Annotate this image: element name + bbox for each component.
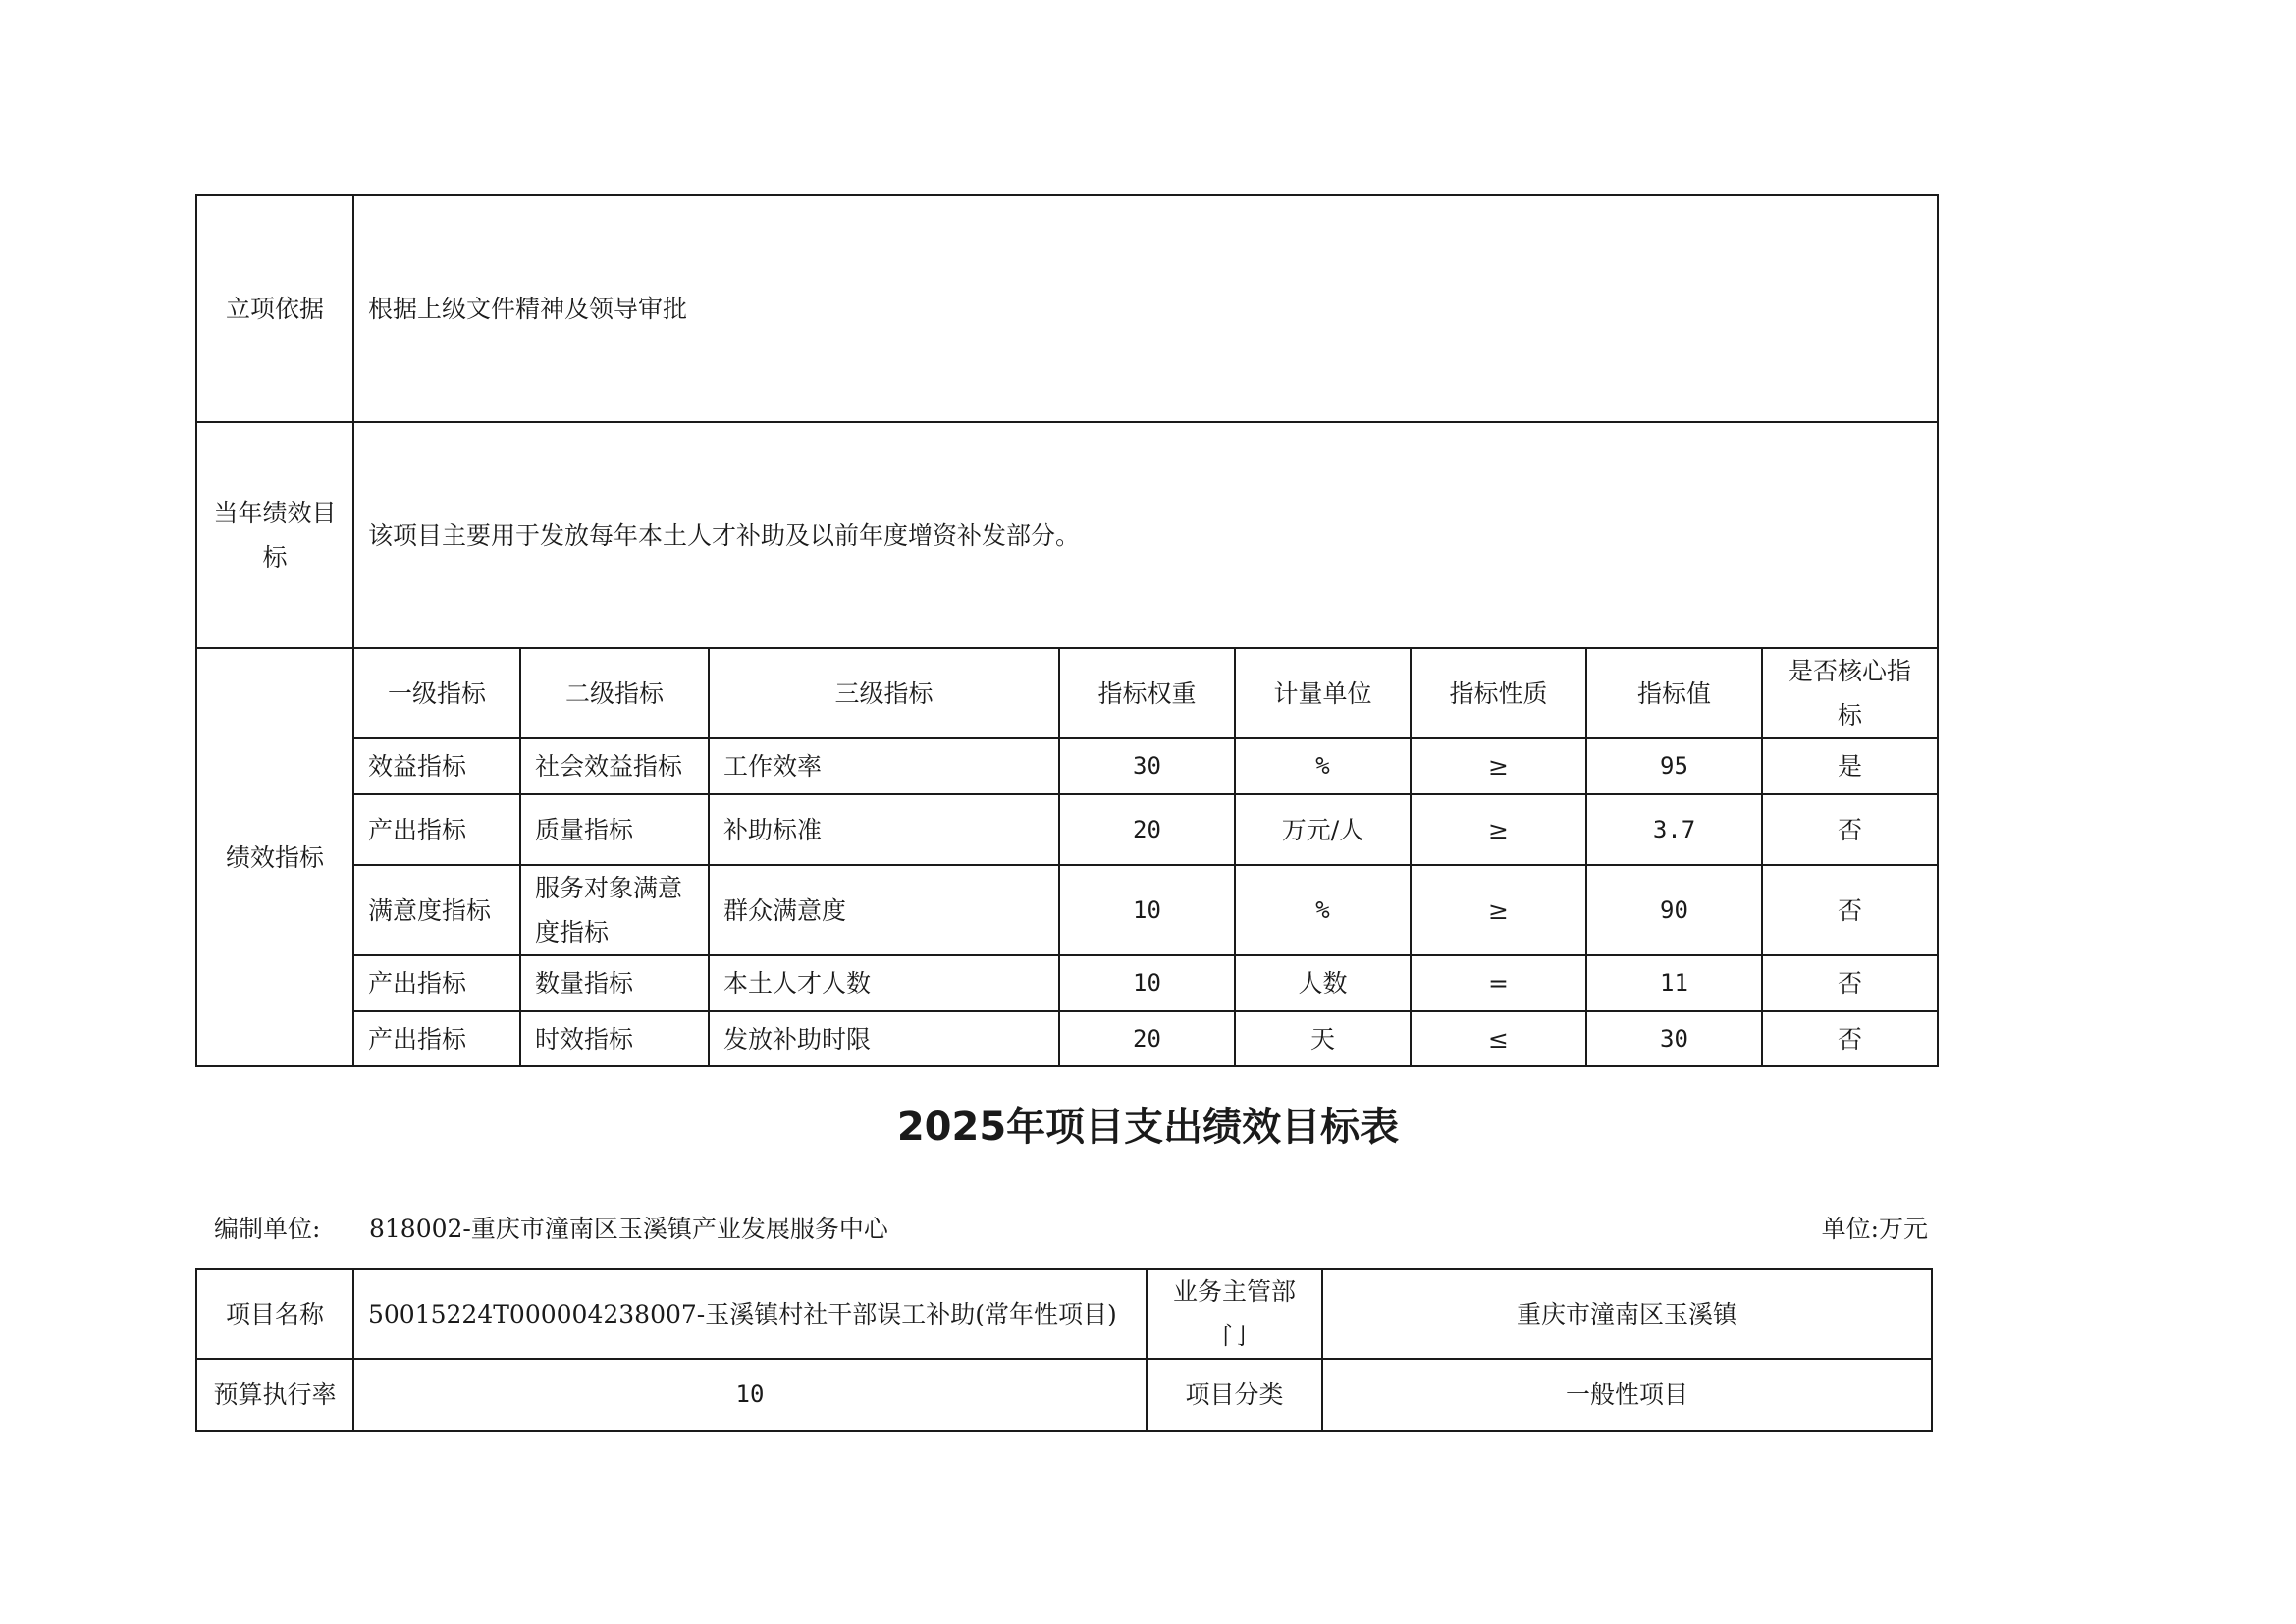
header-core: 是否核心指标 [1762,648,1938,738]
level2-cell: 时效指标 [520,1011,709,1066]
level2-cell: 数量指标 [520,955,709,1011]
header-weight: 指标权重 [1059,648,1235,738]
header-value: 指标值 [1586,648,1762,738]
level2-cell: 社会效益指标 [520,738,709,794]
unit-cell: 万元/人 [1235,794,1411,865]
level3-cell: 群众满意度 [709,865,1059,955]
level1-cell: 产出指标 [353,955,520,1011]
weight-cell: 10 [1059,865,1235,955]
indicator-header-row [196,648,1938,738]
header-level3: 三级指标 [709,648,1059,738]
table-row [196,1269,1932,1359]
nature-cell: = [1411,955,1586,1011]
value-cell: 11 [1586,955,1762,1011]
unit-cell: 人数 [1235,955,1411,1011]
money-unit-label: 单位:万元 [1821,1215,1928,1243]
project-category-value: 一般性项目 [1322,1359,1932,1431]
table-row [196,1011,1938,1066]
level2-cell: 服务对象满意度指标 [520,865,709,955]
core-cell: 否 [1762,794,1938,865]
page-title: 2025年项目支出绩效目标表 [896,1105,1400,1150]
basis-value: 根据上级文件精神及领导审批 [353,195,1938,422]
level1-cell: 效益指标 [353,738,520,794]
table-row [196,955,1938,1011]
value-cell: 3.7 [1586,794,1762,865]
annual-goal-value: 该项目主要用于发放每年本土人才补助及以前年度增资补发部分。 [353,422,1938,648]
level3-cell: 工作效率 [709,738,1059,794]
core-cell: 是 [1762,738,1938,794]
level3-cell: 发放补助时限 [709,1011,1059,1066]
project-name-value: 50015224T000004238007-玉溪镇村社干部误工补助(常年性项目) [353,1269,1147,1359]
value-cell: 90 [1586,865,1762,955]
annual-goal-label: 当年绩效目标 [196,422,353,648]
table-row [196,738,1938,794]
value-cell: 95 [1586,738,1762,794]
header-unit: 计量单位 [1235,648,1411,738]
weight-cell: 10 [1059,955,1235,1011]
level1-cell: 产出指标 [353,794,520,865]
level1-cell: 满意度指标 [353,865,520,955]
level1-cell: 产出指标 [353,1011,520,1066]
department-label: 业务主管部门 [1147,1269,1322,1359]
table-row [196,865,1938,955]
nature-cell: ≥ [1411,865,1586,955]
weight-cell: 20 [1059,1011,1235,1066]
header-level1: 一级指标 [353,648,520,738]
department-value: 重庆市潼南区玉溪镇 [1322,1269,1932,1359]
execution-rate-label: 预算执行率 [196,1359,353,1431]
value-cell: 30 [1586,1011,1762,1066]
table-row [196,794,1938,865]
core-cell: 否 [1762,955,1938,1011]
core-cell: 否 [1762,865,1938,955]
unit-cell: % [1235,865,1411,955]
basis-label: 立项依据 [196,195,353,422]
indicators-label: 绩效指标 [196,648,353,1066]
execution-rate-value: 10 [353,1359,1147,1431]
weight-cell: 30 [1059,738,1235,794]
core-cell: 否 [1762,1011,1938,1066]
project-detail-table [195,1268,1933,1432]
weight-cell: 20 [1059,794,1235,865]
nature-cell: ≤ [1411,1011,1586,1066]
nature-cell: ≥ [1411,794,1586,865]
performance-table [195,194,1939,1067]
level3-cell: 补助标准 [709,794,1059,865]
project-category-label: 项目分类 [1147,1359,1322,1431]
compile-unit-label: 编制单位: [214,1215,321,1243]
level3-cell: 本土人才人数 [709,955,1059,1011]
compile-unit-value: 818002-重庆市潼南区玉溪镇产业发展服务中心 [369,1215,888,1243]
unit-cell: % [1235,738,1411,794]
header-level2: 二级指标 [520,648,709,738]
nature-cell: ≥ [1411,738,1586,794]
level2-cell: 质量指标 [520,794,709,865]
header-nature: 指标性质 [1411,648,1586,738]
table-row [196,1359,1932,1431]
project-name-label: 项目名称 [196,1269,353,1359]
unit-cell: 天 [1235,1011,1411,1066]
